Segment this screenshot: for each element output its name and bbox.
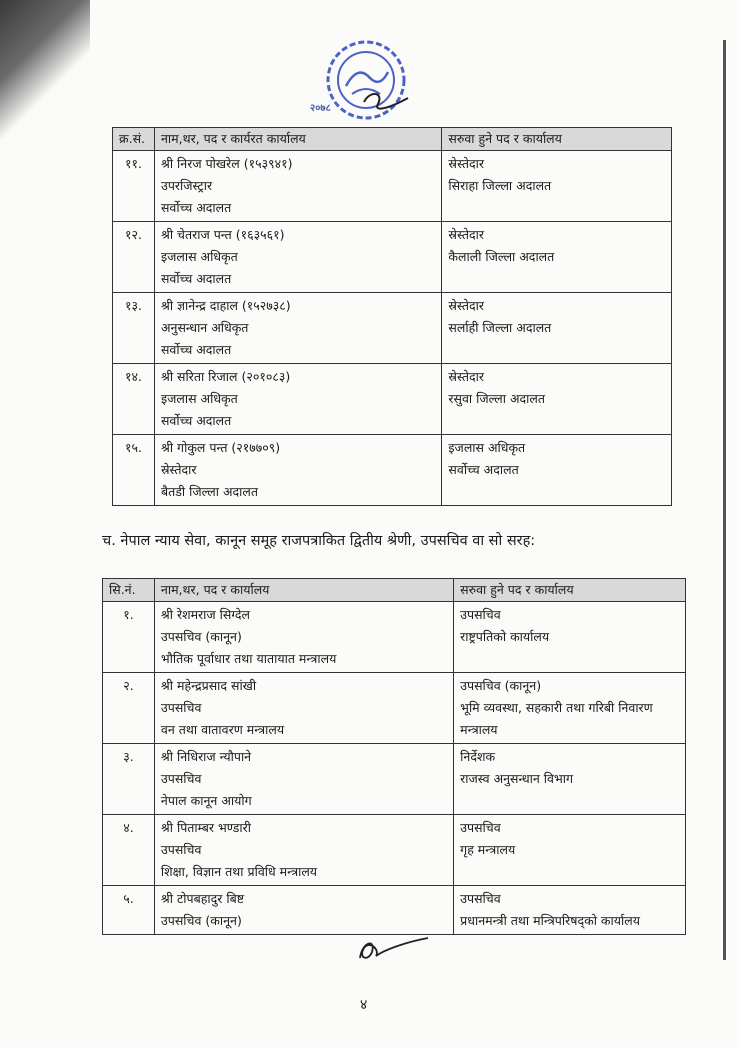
transfer-post-cell — [454, 744, 686, 815]
transfer-post-cell — [454, 815, 686, 886]
current-post: उपसचिव — [160, 771, 202, 786]
current-office: शिक्षा, विज्ञान तथा प्रविधि मन्त्रालय — [160, 864, 318, 879]
signature — [350, 928, 430, 968]
current-post-cell — [154, 222, 441, 293]
table-row — [103, 815, 686, 886]
column-header-transfer: सरुवा हुने पद र कार्यालय — [442, 128, 672, 151]
transfer-post: निर्देशक — [460, 749, 496, 764]
transfer-post: स्रेस्तेदार — [448, 298, 484, 313]
serial-number: ४. — [103, 815, 155, 886]
transfer-office: सर्लाही जिल्ला अदालत — [448, 320, 552, 335]
current-post-cell — [154, 673, 453, 744]
transfer-office: सिराहा जिल्ला अदालत — [448, 178, 552, 193]
serial-number: १५. — [113, 435, 155, 506]
serial-number: ५. — [103, 886, 155, 935]
current-post: उपसचिव (कानून) — [160, 629, 242, 644]
column-header-current: नाम,थर, पद र कार्यरत कार्यालय — [154, 128, 441, 151]
transfer-office: गृह मन्त्रालय — [460, 842, 516, 857]
current-post: उपरजिस्ट्रार — [160, 178, 213, 193]
serial-number: ३. — [103, 744, 155, 815]
scan-corner-shadow — [0, 0, 90, 140]
transfer-post: इजलास अधिकृत — [448, 440, 526, 455]
official-seal — [318, 34, 414, 130]
employee-name: श्री ज्ञानेन्द्र दाहाल (१५२७३८) — [160, 298, 291, 313]
transfer-post: उपसचिव — [460, 891, 501, 906]
table-header-row — [103, 579, 686, 602]
current-office: बैतडी जिल्ला अदालत — [160, 484, 259, 499]
transfer-table-1 — [112, 127, 672, 506]
current-post: उपसचिव — [160, 842, 202, 857]
current-post-cell — [154, 293, 441, 364]
current-post: इजलास अधिकृत — [160, 391, 238, 406]
current-office: सर्वोच्च अदालत — [160, 200, 232, 215]
current-office: भौतिक पूर्वाधार तथा यातायात मन्त्रालय — [160, 651, 337, 666]
employee-name: श्री निरज पोखरेल (१५३९४१) — [160, 156, 293, 171]
employee-name: श्री निधिराज न्यौपाने — [160, 749, 252, 764]
serial-number: १२. — [113, 222, 155, 293]
employee-name: श्री गोकुल पन्त (२१७७०९) — [160, 440, 281, 455]
current-office: सर्वोच्च अदालत — [160, 342, 232, 357]
employee-name: श्री सरिता रिजाल (२०१०८३) — [160, 369, 291, 384]
transfer-post-cell — [442, 151, 672, 222]
current-post-cell — [154, 151, 441, 222]
transfer-office: प्रधानमन्त्री तथा मन्त्रिपरिषद्को कार्यालय — [460, 913, 640, 928]
table-row — [113, 435, 672, 506]
current-post: उपसचिव (कानून) — [160, 913, 242, 928]
transfer-post: उपसचिव (कानून) — [460, 678, 542, 693]
column-header-sn: सि.नं. — [103, 579, 155, 602]
serial-number: २. — [103, 673, 155, 744]
serial-number: १३. — [113, 293, 155, 364]
transfer-office: सर्वोच्च अदालत — [448, 462, 519, 477]
employee-name: श्री चेतराज पन्त (१६३५६१) — [160, 227, 285, 242]
transfer-post: स्रेस्तेदार — [448, 227, 484, 242]
employee-name: श्री पिताम्बर भण्डारी — [160, 820, 251, 835]
current-post-cell — [154, 364, 441, 435]
transfer-office: कैलाली जिल्ला अदालत — [448, 249, 555, 264]
transfer-post-cell — [442, 222, 672, 293]
transfer-office: राष्ट्रपतिको कार्यालय — [460, 629, 550, 644]
column-header-sn: क्र.सं. — [113, 128, 155, 151]
current-office: वन तथा वातावरण मन्त्रालय — [160, 722, 285, 737]
table-row — [103, 602, 686, 673]
column-header-current: नाम,थर, पद र कार्यालय — [154, 579, 453, 602]
current-post: उपसचिव — [160, 700, 202, 715]
seal-stamp-text: २०७८ — [310, 103, 331, 114]
transfer-office: रसुवा जिल्ला अदालत — [448, 391, 546, 406]
table-row — [113, 364, 672, 435]
transfer-post: उपसचिव — [460, 607, 501, 622]
table-row — [113, 151, 672, 222]
table-row — [113, 222, 672, 293]
transfer-table-2 — [102, 578, 686, 935]
transfer-post-cell — [442, 364, 672, 435]
current-office: सर्वोच्च अदालत — [160, 413, 232, 428]
table-row — [113, 293, 672, 364]
transfer-post: स्रेस्तेदार — [448, 369, 484, 384]
current-post: स्रेस्तेदार — [160, 462, 197, 477]
page-number: ४ — [360, 997, 368, 1013]
employee-name: श्री महेन्द्रप्रसाद सांखी — [160, 678, 257, 693]
employee-name: श्री रेशमराज सिग्देल — [160, 607, 250, 622]
table-header-row — [113, 128, 672, 151]
column-header-transfer: सरुवा हुने पद र कार्यालय — [454, 579, 686, 602]
table-row — [103, 744, 686, 815]
serial-number: ११. — [113, 151, 155, 222]
current-post-cell — [154, 815, 453, 886]
current-office: सर्वोच्च अदालत — [160, 271, 232, 286]
transfer-post-cell — [454, 602, 686, 673]
serial-number: १. — [103, 602, 155, 673]
scan-edge-line — [723, 40, 726, 960]
transfer-office-cont: मन्त्रालय — [460, 722, 498, 737]
transfer-post: स्रेस्तेदार — [448, 156, 484, 171]
transfer-post-cell — [442, 435, 672, 506]
current-post-cell — [154, 744, 453, 815]
current-office: नेपाल कानून आयोग — [160, 793, 252, 808]
table-row — [103, 673, 686, 744]
section-heading: च. नेपाल न्याय सेवा, कानून समूह राजपत्राकित द्वितीय श्रेणी, उपसचिव वा सो सरह: — [102, 533, 536, 549]
transfer-post: उपसचिव — [460, 820, 501, 835]
current-post: इजलास अधिकृत — [160, 249, 238, 264]
transfer-office: भूमि व्यवस्था, सहकारी तथा गरिबी निवारण — [460, 700, 653, 715]
current-post-cell — [154, 435, 441, 506]
transfer-office: राजस्व अनुसन्धान विभाग — [460, 771, 574, 786]
employee-name: श्री टोपबहादुर बिष्ट — [160, 891, 245, 906]
transfer-post-cell — [442, 293, 672, 364]
transfer-post-cell — [454, 673, 686, 744]
current-post-cell — [154, 602, 453, 673]
transfer-post-cell — [454, 886, 686, 935]
serial-number: १४. — [113, 364, 155, 435]
current-post: अनुसन्धान अधिकृत — [160, 320, 249, 335]
